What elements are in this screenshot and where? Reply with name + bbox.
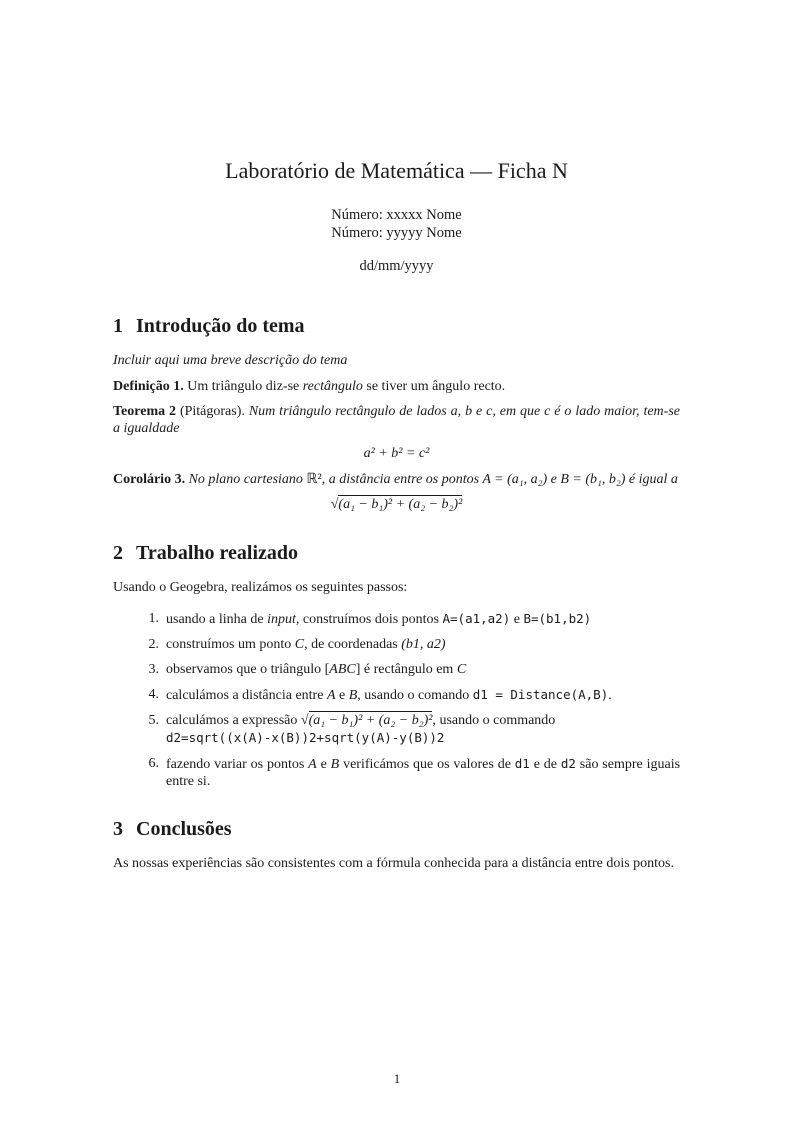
trabalho-intro: Usando o Geogebra, realizámos os seguintes passos: [113,580,408,595]
text-run: √ [300,713,309,728]
text-run: a² + b² = c² [363,446,430,461]
text-run: verificámos que os valores de [339,757,515,772]
text-run: ℝ² [306,472,322,487]
text-run: Um triângulo diz-se [183,379,303,394]
text-run: , a distância entre os pontos A = (a₁, a₂) e B = (b₁, b₂) é igual a [321,472,678,487]
text-run: ABC [329,662,356,677]
distance-formula [113,496,680,513]
text-run: √ [330,497,339,512]
text-run: A=(a1,a2) [442,611,511,626]
intro-note [113,352,680,369]
text-run: input [267,612,296,627]
list-item-text [166,636,680,653]
section-2-number: 2 [113,542,123,564]
list-item-text [166,755,680,790]
list-item [143,661,680,678]
page-number: 1 [393,1071,401,1086]
text-run: Corolário 3. [113,472,186,487]
text-run: C [456,662,467,677]
section-2-heading [113,540,680,566]
list-item [143,755,680,790]
text-run: Definição 1. [113,379,184,394]
text-run: No plano cartesiano [188,472,307,487]
text-run: (b1, a2) [401,637,446,652]
text-run: observamos que o triângulo [ [166,662,330,677]
text-run: são sempre iguais entre si. [166,757,681,789]
text-run: . [608,688,612,703]
pythagoras-formula [113,445,680,462]
section-1-title: Introdução do tema [136,315,305,337]
text-run: d2 [560,756,576,771]
list-item-number: 3. [148,662,159,677]
list-item-number: 6. [148,756,159,771]
list-item [143,610,680,628]
teorema-paragraph [113,403,680,437]
text-run: (a₁ − b₁)² + (a₂ − b₂)² [308,713,433,728]
text-run: Num triângulo rectângulo de lados a, b e c, em que c é o lado maior, tem-se a igualdade [113,404,680,436]
text-run: e [316,757,331,772]
text-run: d1 = Distance(A,B) [472,687,609,702]
text-run: fazendo variar os pontos [166,757,309,772]
list-item [143,636,680,653]
section-1-number: 1 [113,315,123,337]
text-run: (Pitágoras). [176,404,249,419]
steps-list [143,610,680,790]
list-item [143,712,680,747]
text-run: , usando o commando [432,713,556,728]
section-conclusoes [113,816,680,872]
list-item-number: 5. [148,713,159,728]
section-introducao [113,313,680,513]
text-run: C [294,637,305,652]
document-title: Laboratório de Matemática — Ficha N [225,158,568,183]
section-trabalho [113,540,680,790]
document-date: dd/mm/yyyy [359,258,434,274]
text-run: (a₁ − b₁)² + (a₂ − b₂)² [338,497,463,512]
text-run: B [330,757,340,772]
conclusoes-paragraph: As nossas experiências são consistentes com a fórmula conhecida para a distância entre dois pontos. [113,856,674,871]
section-2-title: Trabalho realizado [136,542,299,564]
text-run: calculámos a distância entre [166,688,327,703]
text-run: d2=sqrt((x(A)-x(B))2+sqrt(y(A)-y(B))2 [166,730,445,745]
text-run: B [348,688,358,703]
author-line-1: Número: xxxxx Nome [331,207,462,223]
text-run: , de coordenadas [304,637,402,652]
definicao-paragraph [113,378,680,395]
text-run: B=(b1,b2) [523,611,592,626]
list-item-number: 2. [148,637,159,652]
text-run: e [510,612,524,627]
page-footer [0,1070,794,1087]
author-block [113,206,680,242]
text-run: Incluir aqui uma breve descrição do tema [113,353,348,368]
text-run: se tiver um ângulo recto. [362,379,506,394]
text-run: A [308,757,317,772]
section-3-heading [113,816,680,842]
corolario-paragraph [113,471,680,488]
text-run: e [335,688,349,703]
text-run: rectângulo [302,379,363,394]
text-run: , construímos dois pontos [295,612,443,627]
text-run: e de [529,757,561,772]
list-item-text [166,686,680,704]
author-line-2: Número: yyyyy Nome [331,225,462,241]
text-run: A [326,688,336,703]
list-item-text [166,712,680,747]
text-run: Teorema 2 [113,404,177,419]
text-run: calculámos a expressão [166,713,301,728]
text-run: ] é rectângulo em [355,662,457,677]
text-run: construímos um ponto [166,637,295,652]
text-run: usando a linha de [166,612,268,627]
list-item-number: 4. [148,687,159,702]
list-item-text [166,661,680,678]
text-run: d1 [514,756,530,771]
section-1-heading [113,313,680,339]
section-3-number: 3 [113,818,123,840]
list-item-number: 1. [148,611,159,626]
text-run: , usando o comando [357,688,473,703]
list-item [143,686,680,704]
section-3-title: Conclusões [136,818,232,840]
list-item-text [166,610,680,628]
